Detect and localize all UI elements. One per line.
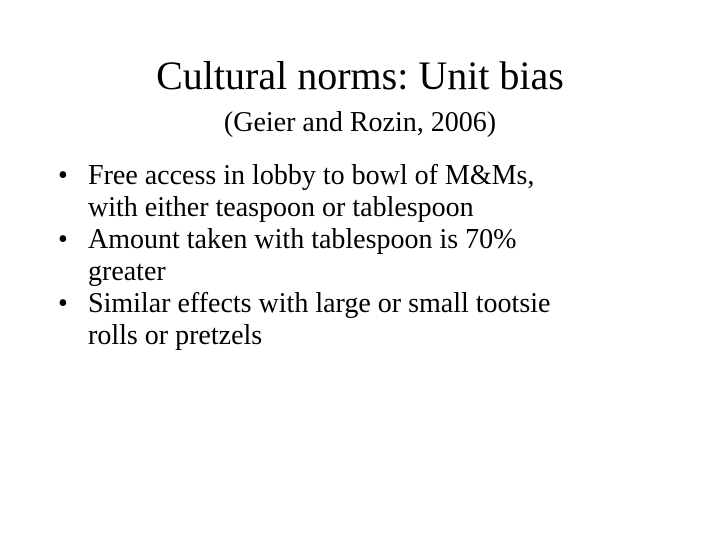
slide-title: Cultural norms: Unit bias — [156, 53, 564, 98]
bullet-item — [54, 288, 674, 352]
bullet-list — [54, 160, 674, 352]
bullet-line: Free access in lobby to bowl of M&Ms, — [88, 160, 535, 191]
bullet-text — [88, 224, 517, 288]
bullet-line: with either teaspoon or tablespoon — [88, 192, 474, 223]
bullet-line: Similar effects with large or small tootsie — [88, 288, 551, 319]
slide-subtitle: (Geier and Rozin, 2006) — [223, 107, 497, 138]
bullet-icon: • — [58, 288, 68, 319]
bullet-line: Amount taken with tablespoon is 70% — [88, 224, 517, 255]
bullet-line: rolls or pretzels — [88, 320, 263, 351]
bullet-item — [54, 224, 674, 288]
bullet-text — [88, 288, 550, 352]
bullet-icon: • — [58, 224, 68, 255]
bullet-icon: • — [58, 160, 68, 191]
bullet-line: greater — [88, 256, 166, 287]
bullet-text — [88, 160, 534, 224]
bullet-item — [54, 160, 674, 224]
